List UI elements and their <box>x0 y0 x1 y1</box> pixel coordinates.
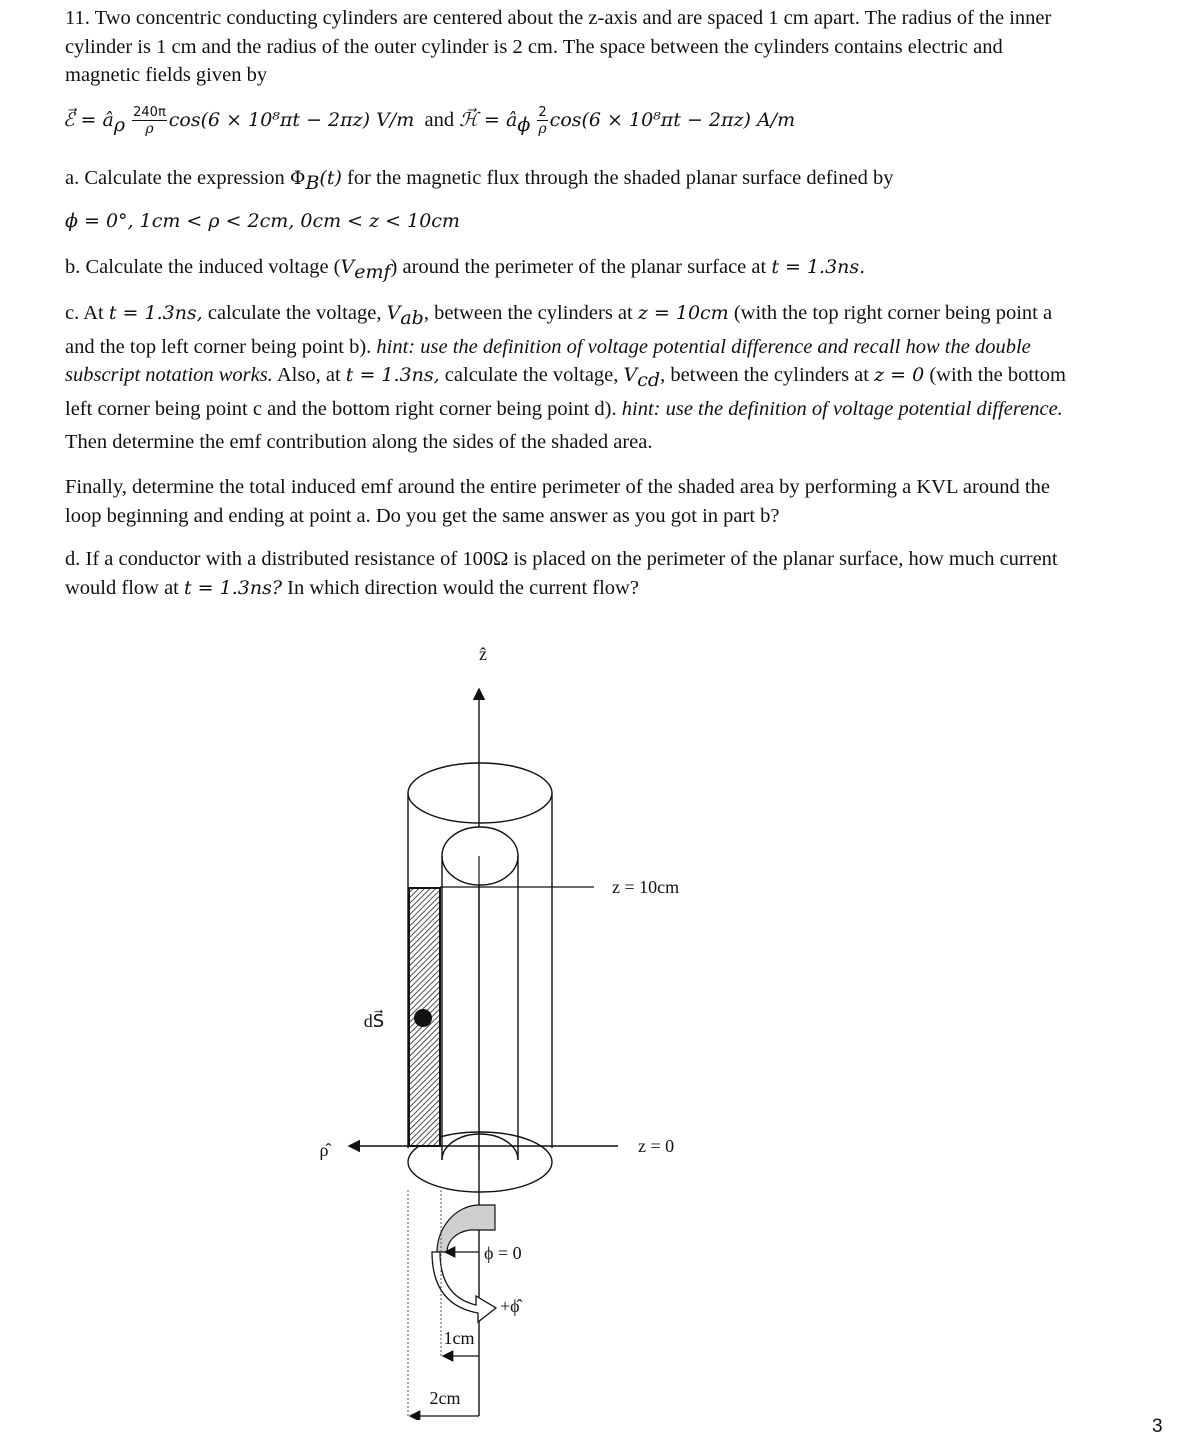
part-d-l2-a: would flow at <box>65 576 184 599</box>
part-c-l3-b: calculate the voltage, <box>439 364 624 387</box>
flux-symbol: Φ <box>289 167 306 189</box>
inner-radius-label: 1cm <box>443 1328 475 1348</box>
problem-intro <box>65 4 1165 90</box>
h-field-rest: cos(6 × 10⁸πt − 2πz) A/m <box>549 109 796 131</box>
phi-plus-label: +ϕ̂ <box>500 1296 520 1316</box>
vcd-symbol: V <box>623 364 638 387</box>
part-c-l3-d: (with the bottom <box>924 364 1066 387</box>
part-c-hint-3: hint: use the definition of voltage potential difference. <box>621 397 1063 420</box>
ds-label: dS⃗ <box>363 1011 385 1031</box>
part-c-l3-a: Also, at <box>272 364 346 387</box>
part-c-l2-a: and the top left corner being point b). <box>65 335 377 358</box>
part-c-l1-time: t = 1.3ns, <box>108 302 203 324</box>
e-field-fraction <box>132 106 167 136</box>
flux-arg: (t) <box>319 167 342 189</box>
flux-sub: B <box>305 172 320 195</box>
part-d <box>65 545 1165 602</box>
part-b-text-pre: b. Calculate the induced voltage ( <box>65 256 341 278</box>
cylinder-diagram <box>0 600 1186 1420</box>
h-field-unit-sub: ϕ <box>517 114 531 137</box>
h-field-frac-num: 2 <box>538 105 547 121</box>
part-b-text-post: ) around the perimeter of the planar surface at <box>390 256 772 278</box>
part-c-finally-2: loop beginning and ending at point a. Do you get the same answer as you got in part b? <box>65 504 780 527</box>
part-c-finally-1: Finally, determine the total induced emf around the entire perimeter of the shaded area by performing a KVL around the <box>65 476 1050 498</box>
z-bottom-label: z = 0 <box>638 1136 675 1156</box>
part-c-l3-time: t = 1.3ns, <box>345 364 440 387</box>
e-field-frac-den: ρ <box>145 121 154 138</box>
part-c-l1-b: calculate the voltage, <box>202 302 387 324</box>
vab-sub: ab <box>400 307 424 330</box>
h-field-lhs: ℋ⃗ = â <box>459 109 518 131</box>
z-top-label: z = 10cm <box>612 877 680 897</box>
e-field-lhs: ℰ⃗ = â <box>63 109 114 131</box>
part-d-l1: d. If a conductor with a distributed resistance of 100Ω is placed on the perimeter of the planar surface, how much current <box>65 548 1058 570</box>
part-a-text-pre: a. Calculate the expression <box>65 167 290 189</box>
part-c-l1-d: (with the top right corner being point a <box>728 302 1053 324</box>
part-c-l4-a: left corner being point c and the bottom right corner being point d). <box>65 397 622 420</box>
field-equations <box>63 106 1163 140</box>
e-field-frac-num: 240π <box>133 105 166 121</box>
part-d-l2-b: In which direction would the current flow? <box>282 576 639 599</box>
phi-zero-label: ϕ = 0 <box>484 1243 522 1263</box>
part-c-then-text: Then determine the emf contribution along the sides of the shaded area. <box>65 431 653 453</box>
h-field-frac-den: ρ <box>538 121 547 138</box>
equations-and: and <box>424 109 455 131</box>
part-c-hint-2: subscript notation works. <box>65 364 273 387</box>
part-c-then <box>65 428 1165 457</box>
inner-cylinder-bottom <box>442 1134 518 1160</box>
part-b <box>65 253 1165 287</box>
part-c-l1-z: z = 10cm <box>637 302 729 324</box>
vcd-sub: cd <box>637 369 661 392</box>
page-number: 3 <box>1152 1416 1163 1437</box>
part-c-l3-z: z = 0 <box>874 364 925 387</box>
e-field-unit-sub: ρ <box>113 114 126 137</box>
part-c-l3-c: , between the cylinders at <box>660 364 875 387</box>
part-c-hint-1: hint: use the definition of voltage potential difference and recall how the double <box>376 335 1031 358</box>
outer-cylinder-top <box>408 763 552 823</box>
intro-line-3: magnetic fields given by <box>65 64 268 86</box>
part-a-surface <box>65 207 1165 236</box>
vab-symbol: V <box>386 302 401 324</box>
ds-dot-icon <box>414 1009 432 1027</box>
part-b-time: t = 1.3ns. <box>771 256 866 278</box>
vemf-symbol: V <box>340 256 355 278</box>
intro-line-2: cylinder is 1 cm and the radius of the outer cylinder is 2 cm. The space between the cylinders contains electric and <box>65 35 1003 58</box>
part-a-text-post: for the magnetic flux through the shaded planar surface defined by <box>341 167 894 189</box>
intro-line-1: 11. Two concentric conducting cylinders are centered about the z-axis and are spaced 1 cm apart. The radius of the inner <box>65 7 1052 29</box>
part-c-l1-c: , between the cylinders at <box>423 302 638 324</box>
rho-axis-label: ρ̂ <box>319 1140 329 1160</box>
part-a <box>65 164 1165 198</box>
h-field-fraction <box>537 106 547 136</box>
vemf-sub: emf <box>354 261 391 284</box>
part-c-finally <box>65 473 1165 530</box>
z-axis-label: ẑ <box>479 644 487 664</box>
surface-definition: ϕ = 0°, 1cm < ρ < 2cm, 0cm < z < 10cm <box>65 210 460 232</box>
inner-cylinder-top <box>442 827 518 885</box>
part-c-l1-a: c. At <box>65 302 109 324</box>
e-field-rest: cos(6 × 10⁸πt − 2πz) V/m <box>168 109 415 131</box>
part-c <box>65 299 1175 423</box>
outer-radius-label: 2cm <box>429 1388 461 1408</box>
part-d-time: t = 1.3ns? <box>184 576 283 599</box>
